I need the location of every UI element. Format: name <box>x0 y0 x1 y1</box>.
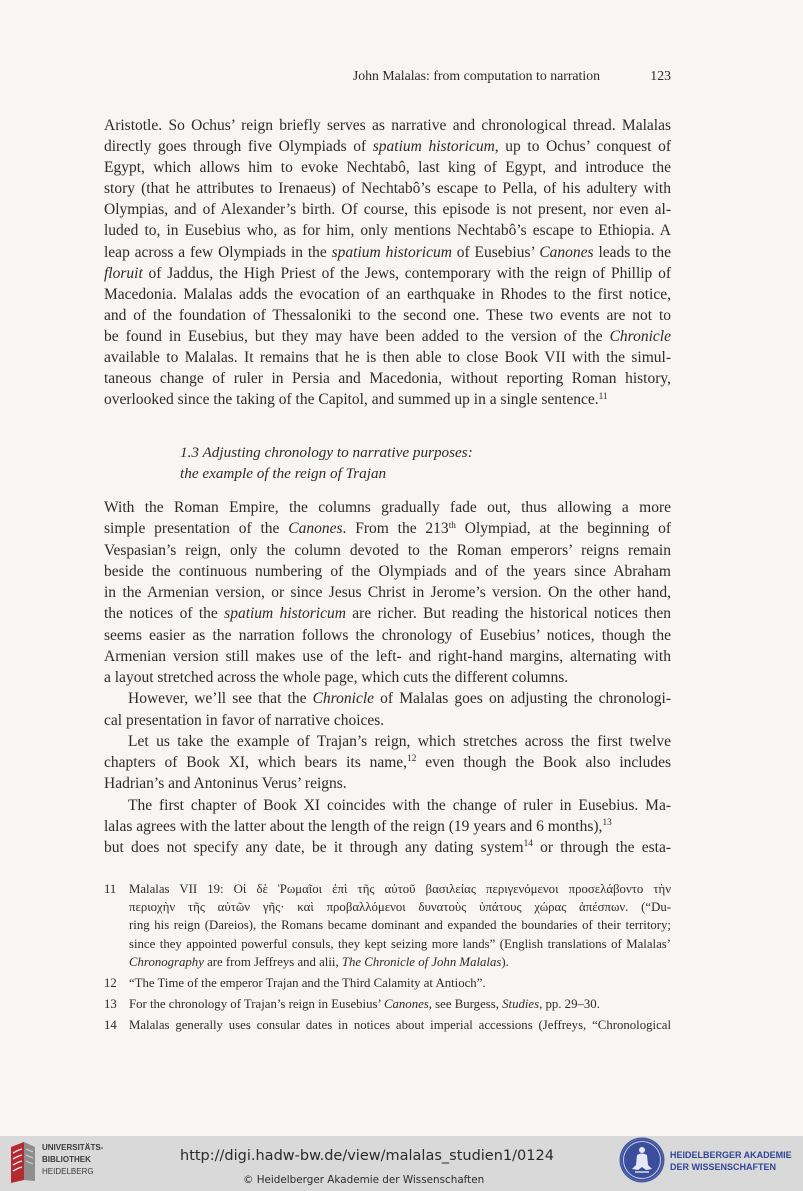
italic-run: Canones <box>288 520 343 538</box>
text-line <box>104 199 671 220</box>
italic-run: Studies <box>502 997 540 1012</box>
text-run: since they appointed powerful consuls, they kept seizing more lands” (English translations of Malalas’ <box>129 936 671 951</box>
text-run: , see Burgess, <box>428 997 503 1012</box>
footnote-line <box>129 898 671 916</box>
text-run: are from Jeffreys and alii, <box>203 954 342 969</box>
text-run: and of the foundation of Thessaloniki to the second one. These two events are not to <box>104 306 671 324</box>
text-run: be found in Eusebius, but they may have been added to the version of the <box>104 327 610 345</box>
italic-run: Chronicle <box>312 690 375 708</box>
text-line <box>104 582 671 603</box>
text-line <box>104 305 671 326</box>
footnote-line <box>129 916 671 934</box>
logo-text-line: DER WISSENSCHAFTEN <box>670 1162 777 1172</box>
footnote-line <box>129 974 671 992</box>
text-run: but does not specify any date, be it through any dating system <box>104 839 524 856</box>
text-run: of Jaddus, the High Priest of the Jews, contemporary with the reign of Phillip of <box>142 264 671 282</box>
section-heading <box>180 442 473 484</box>
text-line <box>104 284 671 305</box>
text-line <box>104 837 671 858</box>
text-run: or through the esta- <box>532 839 671 856</box>
text-line <box>104 497 671 518</box>
text-line <box>104 263 671 284</box>
text-run: Armenian version still makes use of the left- and right-hand margins, alternating with <box>104 647 671 665</box>
text-run: taneous change of ruler in Persia and Macedonia, without reporting Roman history, <box>104 370 671 388</box>
text-run: luded to, in Eusebius who, as for him, only mentions Nechtabô’s escape to Ethiopia. A <box>104 222 671 240</box>
text-line <box>104 646 671 667</box>
text-run: For the chronology of Trajan’s reign in Eusebius’ <box>129 997 384 1012</box>
text-run: The first chapter of Book XI coincides with the change of ruler in Eusebius. Ma- <box>128 796 671 814</box>
footnote-number: 12 <box>104 976 117 991</box>
text-run: With the Roman Empire, the columns gradually fade out, thus allowing a more <box>104 499 671 516</box>
text-run: , up to Ochus’ conquest of <box>494 138 671 156</box>
text-line <box>104 347 671 368</box>
footnotes <box>104 880 671 1038</box>
text-line <box>104 115 671 136</box>
footnote-ref: 13 <box>602 818 612 829</box>
text-run: Vespasian’s reign, only the column devoted to the Roman emperors’ reigns remain <box>104 541 671 559</box>
text-run: Malalas generally uses consular dates in notices about imperial accessions (Jeffreys, “Chronological <box>129 1018 671 1033</box>
text-line <box>104 326 671 347</box>
footnote-line <box>129 953 671 971</box>
footnote-13 <box>104 995 671 1013</box>
text-line <box>104 157 671 178</box>
text-run: Macedonia. Malalas adds the evocation of an earthquake in Rhodes to the first notice, <box>104 285 671 303</box>
text-run: However, we’ll see that the <box>128 690 313 708</box>
section-heading-line: the example of the reign of Trajan <box>180 465 387 482</box>
footnote-line <box>129 1016 671 1034</box>
text-run: are richer. But reading the historical notices then <box>345 605 671 623</box>
source-url-link[interactable]: http://digi.hadw-bw.de/view/malalas_studien1/0124 <box>180 1148 554 1164</box>
text-run: ). <box>501 954 509 969</box>
text-run: cal presentation in favor of narrative choices. <box>104 711 385 729</box>
section-body <box>104 497 671 858</box>
italic-run: Canones <box>539 243 594 261</box>
text-run: , pp. 29–30. <box>539 997 600 1012</box>
text-run: story (that he attributes to Irenaeus) of Nechtabô’s escape to Pella, of his adultery with <box>104 180 671 198</box>
text-run: simple presentation of the <box>104 520 289 538</box>
footnote-line <box>129 935 671 953</box>
text-run: available to Malalas. It remains that he is then able to close Book VII with the simul- <box>104 349 671 367</box>
section-heading-line: 1.3 Adjusting chronology to narrative purposes: <box>180 444 473 461</box>
logo-text-line: UNIVERSITÄTS- <box>42 1143 104 1152</box>
italic-run: The Chronicle of John Malalas <box>341 954 502 969</box>
text-run: leap across a few Olympiads in the <box>104 243 332 261</box>
italic-run: Canones <box>383 997 429 1012</box>
text-line <box>104 220 671 241</box>
footnote-line <box>129 880 671 898</box>
italic-run: spatium historicum <box>331 243 452 261</box>
footnote-line <box>129 995 671 1013</box>
page-number: 123 <box>650 68 671 83</box>
text-line <box>104 795 671 816</box>
text-run: chapters of Book XI, which bears its name, <box>104 754 408 771</box>
text-line <box>104 816 671 837</box>
logo-text-line: BIBLIOTHEK <box>42 1155 91 1164</box>
footnote-11 <box>104 880 671 971</box>
text-line <box>104 136 671 157</box>
text-run: . From the 213 <box>342 520 449 538</box>
footnote-ref: 12 <box>407 754 417 765</box>
text-run: Malalas VII 19: Οἱ δὲ Ῥωμαῖοι ἐπὶ τῆς αὐτοῦ βασιλείας περιγενόμενοι προσελάβοντο τὴν <box>129 882 671 896</box>
text-run: even though the Book also includes <box>416 754 671 771</box>
text-run: Olympiad, at the beginning of <box>455 520 671 538</box>
text-line <box>104 540 671 561</box>
text-run: a layout stretched across the whole page, which cuts the different columns. <box>104 669 569 686</box>
text-line <box>104 178 671 199</box>
copyright-notice: © Heidelberger Akademie der Wissenschaften <box>243 1174 485 1186</box>
text-line <box>104 667 671 688</box>
logo-text-line: HEIDELBERGER AKADEMIE <box>670 1150 792 1160</box>
ordinal-suffix: th <box>448 520 456 531</box>
italic-run: Chronography <box>129 954 204 969</box>
italic-run: spatium historicum <box>372 138 495 156</box>
text-run: seems easier as the narration follows the chronology of Eusebius’ notices, though the <box>104 626 671 644</box>
text-run: Hadrian’s and Antoninus Verus’ reigns. <box>104 775 347 793</box>
running-title: John Malalas: from computation to narration <box>352 68 600 83</box>
text-line <box>104 773 671 794</box>
footnote-ref: 11 <box>598 391 608 402</box>
footer-bar <box>0 1136 803 1191</box>
text-run: Olympias, and of Alexander’s birth. Of course, this episode is not present, nor even al- <box>104 201 671 219</box>
text-run: lalas agrees with the latter about the length of the reign (19 years and 6 months), <box>104 817 603 835</box>
footnote-number: 14 <box>104 1018 117 1033</box>
footnote-12 <box>104 974 671 992</box>
text-line <box>104 752 671 773</box>
footnote-14 <box>104 1016 671 1034</box>
text-line <box>104 368 671 389</box>
text-run: directly goes through five Olympiads of <box>104 138 373 156</box>
book-logo-icon <box>8 1140 38 1184</box>
university-library-logo-text <box>42 1142 103 1178</box>
italic-run: Chronicle <box>609 327 671 345</box>
text-run: Egypt, which allows him to evoke Nechtabô, last king of Egypt, and introduce the <box>104 159 671 177</box>
footnote-number: 11 <box>104 882 117 896</box>
text-line <box>104 242 671 263</box>
text-line <box>104 625 671 646</box>
text-run: overlooked since the taking of the Capitol, and summed up in a single sentence. <box>104 391 599 409</box>
footnote-number: 13 <box>104 997 117 1012</box>
text-line <box>104 603 671 624</box>
italic-run: spatium historicum <box>224 605 346 623</box>
text-run: περιοχὴν τῆς αὐτῶν γῆς· καὶ προβαλλόμενοι δυνατοὺς ὑπάτους χώρας ἀπέσπων. (“Du- <box>129 900 671 915</box>
text-line <box>104 731 671 752</box>
text-run: ring his reign (Dareios), the Romans became dominant and expanded the boundaries of their territory; <box>129 918 671 933</box>
text-run: the notices of the <box>104 605 225 623</box>
italic-run: floruit <box>104 264 143 282</box>
text-run: of Eusebius’ <box>451 243 540 261</box>
seal-logo-icon <box>618 1136 666 1184</box>
academy-logo-text <box>670 1149 792 1173</box>
text-run: Let us take the example of Trajan’s reign, which stretches across the first twelve <box>128 732 671 750</box>
text-line <box>104 389 671 410</box>
text-run: beside the continuous numbering of the Olympiads and of the years since Abraham <box>104 562 671 580</box>
text-run: “The Time of the emperor Trajan and the Third Calamity at Antioch”. <box>129 976 486 991</box>
text-line <box>104 561 671 582</box>
text-run: in the Armenian version, or since Jesus Christ in Jerome’s version. On the other hand, <box>104 584 671 601</box>
logo-text-line: HEIDELBERG <box>42 1167 94 1176</box>
text-line <box>104 688 671 709</box>
text-run: of Malalas goes on adjusting the chronologi- <box>374 690 671 708</box>
text-line <box>104 710 671 731</box>
text-run: leads to the <box>593 243 671 261</box>
text-run: Aristotle. So Ochus’ reign briefly serves as narrative and chronological thread. Malalas <box>104 117 671 134</box>
paragraph <box>104 115 671 410</box>
text-line <box>104 518 671 539</box>
footnote-ref: 14 <box>523 839 533 850</box>
